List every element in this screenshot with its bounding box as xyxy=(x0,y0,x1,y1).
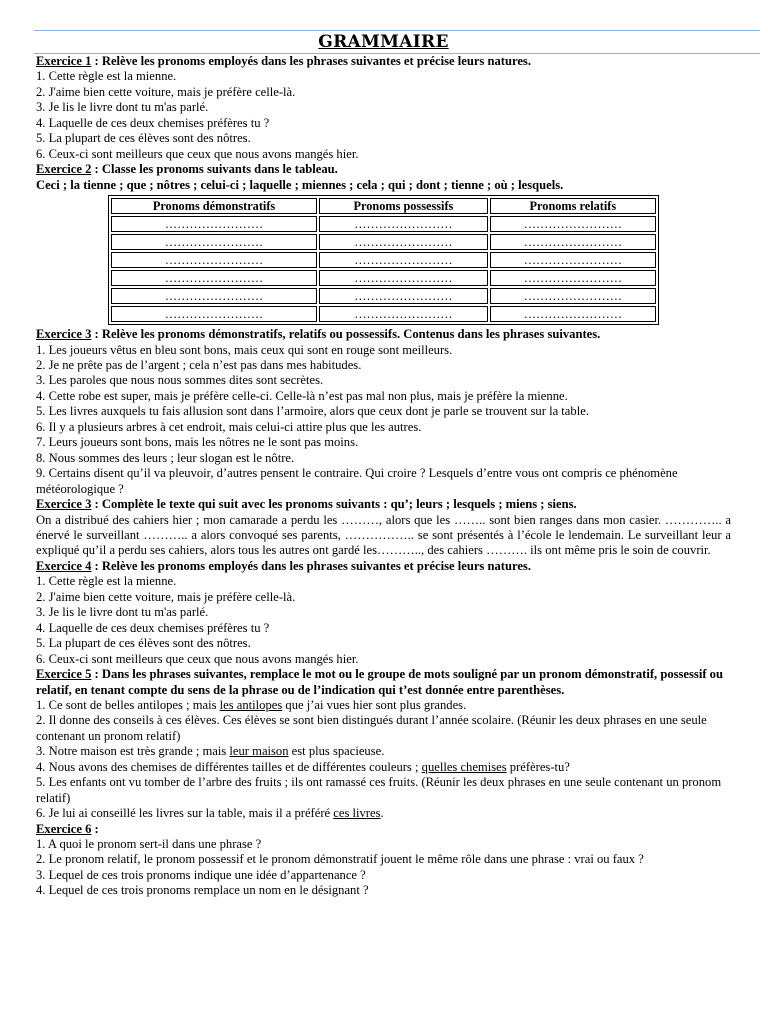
exercise-3-item: 1. Les joueurs vêtus en bleu sont bons, mais ceux qui sont en rouge sont meilleurs. xyxy=(36,342,453,357)
exercise-label: Exercice 4 xyxy=(36,558,92,573)
exercise-5-item xyxy=(36,698,731,713)
table-row xyxy=(111,288,656,304)
exercise-2-heading xyxy=(36,162,731,177)
blank-cell[interactable]: …………………… xyxy=(319,270,488,286)
column-header: Pronoms démonstratifs xyxy=(111,198,317,214)
table-header-row xyxy=(111,198,656,214)
blank-cell[interactable]: …………………… xyxy=(490,270,656,286)
table-row xyxy=(111,270,656,286)
item-text: . xyxy=(380,806,384,821)
exercise-label: Exercice 1 xyxy=(36,54,92,68)
blank-cell[interactable]: …………………… xyxy=(490,306,656,322)
blank-cell[interactable]: …………………… xyxy=(111,270,317,286)
underlined-phrase: leur maison xyxy=(229,744,289,759)
exercise-instruction: : xyxy=(91,821,99,836)
blank-cell[interactable]: …………………… xyxy=(111,288,317,304)
blank-cell[interactable]: …………………… xyxy=(319,216,488,232)
exercise-3-item: 3. Les paroles que nous nous sommes dites sont secrètes. xyxy=(36,373,324,388)
exercise-5-item: 5. Les enfants ont vu tomber de l’arbre des fruits ; ils ont ramassé ces fruits. (Réunir les deux phrases en une seule contenant un pronom relatif) xyxy=(36,775,722,805)
exercise-1-item: 3. Je lis le livre dont tu m'as parlé. xyxy=(36,100,209,115)
blank-cell[interactable]: …………………… xyxy=(111,234,317,250)
exercise-instruction: : Relève les pronoms démonstratifs, relatifs ou possessifs. Contenus dans les phrases suivantes. xyxy=(91,327,601,342)
exercise-3b-heading xyxy=(36,497,731,512)
exercise-instruction: : Relève les pronoms employés dans les phrases suivantes et précise leurs natures. xyxy=(91,54,531,68)
blank-cell[interactable]: …………………… xyxy=(111,306,317,322)
exercise-instruction: : Relève les pronoms employés dans les phrases suivantes et précise leurs natures. xyxy=(91,558,531,573)
table-row xyxy=(111,234,656,250)
underlined-phrase: ces livres xyxy=(333,806,381,821)
exercise-4-item: 2. J'aime bien cette voiture, mais je préfère celle-là. xyxy=(36,589,296,604)
blank-cell[interactable]: …………………… xyxy=(490,252,656,268)
blank-cell[interactable]: …………………… xyxy=(490,234,656,250)
exercise-4-item: 5. La plupart de ces élèves sont des nôtres. xyxy=(36,636,251,651)
exercise-3-item: 8. Nous sommes des leurs ; leur slogan est le nôtre. xyxy=(36,450,295,465)
exercise-6-item: 3. Lequel de ces trois pronoms indique une idée d’appartenance ? xyxy=(36,867,366,882)
blank-cell[interactable]: …………………… xyxy=(490,288,656,304)
table-row xyxy=(111,252,656,268)
item-text: 3. Notre maison est très grande ; mais xyxy=(36,744,230,759)
exercise-4-item: 6. Ceux-ci sont meilleurs que ceux que nous avons mangés hier. xyxy=(36,651,359,666)
item-text: préfères-tu? xyxy=(506,759,570,774)
exercise-4-item: 4. Laquelle de ces deux chemises préfères tu ? xyxy=(36,620,270,635)
blank-cell[interactable]: …………………… xyxy=(319,288,488,304)
exercise-6-heading xyxy=(36,822,731,837)
underlined-phrase: les antilopes xyxy=(219,697,283,712)
exercise-1-heading xyxy=(36,54,731,69)
exercise-5-heading xyxy=(36,667,731,698)
blank-cell[interactable]: …………………… xyxy=(111,216,317,232)
fill-in-text: On a distribué des cahiers hier ; mon camarade a perdu les ………, alors que les …….. sont bien ranges dans mon casier. ………….. a énervé le surveillant ……….. a alors convoqué ses parents, …………….. se sont présentés à l’école le lendemain. Le surveillant leur a expliqué qu’il a perdu ses cahiers, alors tous les autres ont gardé les……….., des cahiers ………. ils ont même pris le soin de couvrir. xyxy=(36,512,731,558)
exercise-label: Exercice 3 xyxy=(36,497,92,512)
exercise-3-item: 7. Leurs joueurs sont bons, mais les nôtres ne le sont pas moins. xyxy=(36,435,359,450)
exercise-1-item: 1. Cette règle est la mienne. xyxy=(36,69,177,84)
item-text: 1. Ce sont de belles antilopes ; mais xyxy=(36,697,220,712)
exercise-1-item: 2. J'aime bien cette voiture, mais je préfère celle-là. xyxy=(36,84,296,99)
exercise-6-item: 2. Le pronom relatif, le pronom possessif et le pronom démonstratif jouent le même rôle dans une phrase : vrai ou faux ? xyxy=(36,852,644,867)
exercise-5-item xyxy=(36,806,731,821)
blank-cell[interactable]: …………………… xyxy=(319,234,488,250)
exercise-4-item: 3. Je lis le livre dont tu m'as parlé. xyxy=(36,605,209,620)
item-text: est plus spacieuse. xyxy=(288,744,385,759)
item-text: 6. Je lui ai conseillé les livres sur la table, mais il a préféré xyxy=(36,806,334,821)
exercise-3-item: 5. Les livres auxquels tu fais allusion sont dans l’armoire, alors que ceux dont je parle se trouvent sur la table. xyxy=(36,404,589,419)
column-header: Pronoms relatifs xyxy=(490,198,656,214)
item-text: que j’ai vues hier sont plus grandes. xyxy=(282,697,467,712)
item-text: 4. Nous avons des chemises de différentes tailles et de différentes couleurs ; xyxy=(36,759,422,774)
blank-cell[interactable]: …………………… xyxy=(319,306,488,322)
table-row xyxy=(111,216,656,232)
blank-cell[interactable]: …………………… xyxy=(111,252,317,268)
exercise-3-item: 6. Il y a plusieurs arbres à cet endroit, mais celui-ci attire plus que les autres. xyxy=(36,419,422,434)
exercise-label: Exercice 2 xyxy=(36,162,92,177)
classification-table xyxy=(108,195,659,325)
exercise-3-item: 4. Cette robe est super, mais je préfère celle-ci. Celle-là n’est pas mal non plus, mais je préfère la mienne. xyxy=(36,388,568,403)
exercise-instruction: : Complète le texte qui suit avec les pronoms suivants : qu’; leurs ; lesquels ; miens ; siens. xyxy=(91,497,577,512)
exercise-5-item xyxy=(36,760,731,775)
blank-cell[interactable]: …………………… xyxy=(319,252,488,268)
exercise-3-heading xyxy=(36,327,731,342)
exercise-3-item: 2. Je ne prête pas de l’argent ; cela n’est pas dans mes habitudes. xyxy=(36,357,362,372)
exercise-instruction: : Classe les pronoms suivants dans le tableau. xyxy=(91,162,338,177)
exercise-3-item: 9. Certains disent qu’il va pleuvoir, d’autres pensent le contraire. Qui croire ? Lesquels d’entre vous ont compris ce phénomène météorologique ? xyxy=(36,466,678,496)
blank-cell[interactable]: …………………… xyxy=(490,216,656,232)
exercise-instruction: : Dans les phrases suivantes, remplace le mot ou le groupe de mots souligné par un pronom démonstratif, possessif ou relatif, en tenant compte du sens de la phrase ou de l’indication qui t’est donnée entre parenthèses. xyxy=(36,667,723,697)
column-header: Pronoms possessifs xyxy=(319,198,488,214)
word-list: Ceci ; la tienne ; que ; nôtres ; celui-ci ; laquelle ; miennes ; cela ; qui ; dont ; tienne ; où ; lesquels. xyxy=(36,177,564,192)
underlined-phrase: quelles chemises xyxy=(421,759,507,774)
table-row xyxy=(111,306,656,322)
exercise-label: Exercice 3 xyxy=(36,327,92,342)
exercise-6-item: 1. A quoi le pronom sert-il dans une phrase ? xyxy=(36,837,262,852)
worksheet xyxy=(36,30,731,899)
exercise-1-item: 5. La plupart de ces élèves sont des nôtres. xyxy=(36,131,251,146)
page-title: GRAMMAIRE xyxy=(318,32,449,52)
exercise-label: Exercice 6 xyxy=(36,821,92,836)
exercise-5-item xyxy=(36,744,731,759)
exercise-6-item: 4. Lequel de ces trois pronoms remplace un nom en le désignant ? xyxy=(36,883,369,898)
exercise-5-item: 2. Il donne des conseils à ces élèves. Ces élèves se sont bien distingués durant l’année scolaire. (Réunir les deux phrases en une seule contenant un pronom relatif) xyxy=(36,713,707,743)
exercise-label: Exercice 5 xyxy=(36,667,92,682)
exercise-1-item: 4. Laquelle de ces deux chemises préfères tu ? xyxy=(36,115,270,130)
exercise-4-item: 1. Cette règle est la mienne. xyxy=(36,574,177,589)
exercise-4-heading xyxy=(36,559,731,574)
exercise-1-item: 6. Ceux-ci sont meilleurs que ceux que nous avons mangés hier. xyxy=(36,146,359,161)
